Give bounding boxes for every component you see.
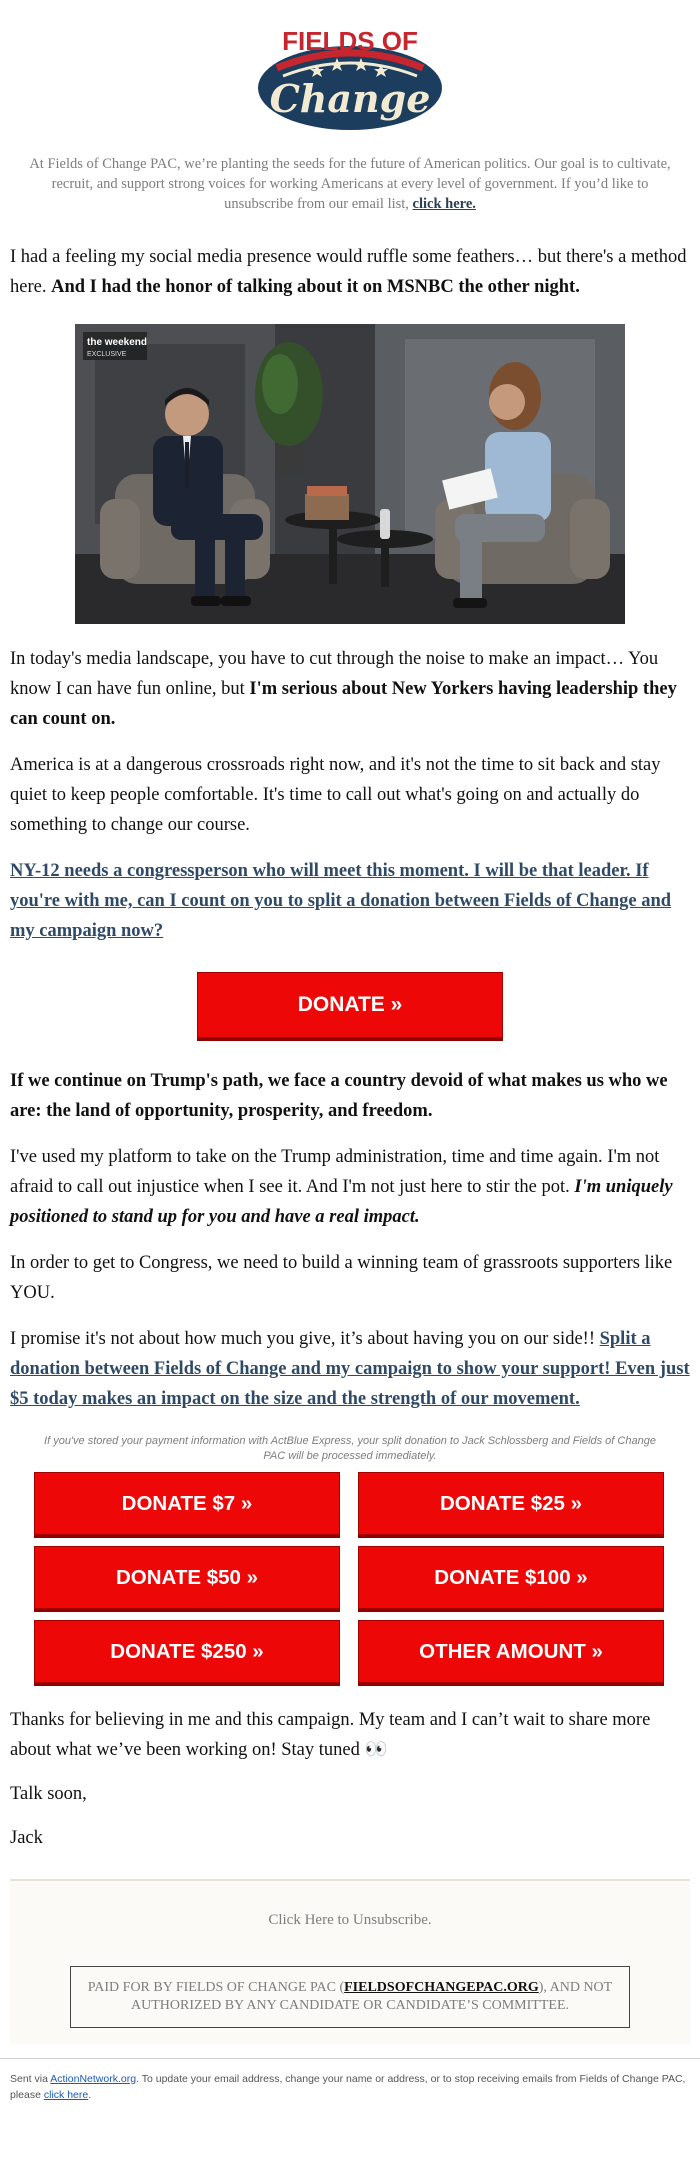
interview-video-thumbnail[interactable] xyxy=(75,324,625,624)
paragraph-8: I promise it's not about how much you give, it’s about having you on our side!! Split a donation between Fields of Change and my campaign to show your support! Even just $5 today makes an impact on the size and the strength of our movement. xyxy=(10,1329,690,1409)
split-donation-link[interactable]: NY-12 needs a congressperson who will meet this moment. I will be that leader. If you're with me, can I count on you to split a donation between Fields of Change and my campaign now? xyxy=(10,861,672,941)
donate-other-amount-button[interactable]: OTHER AMOUNT » xyxy=(358,1620,664,1683)
footer-unsubscribe-link[interactable]: Click Here to Unsubscribe. xyxy=(268,1912,432,1928)
footer xyxy=(10,1879,690,2044)
actblue-express-note: If you've stored your payment information with ActBlue Express, your split donation to Jack Schlossberg and Fields of Change PAC will be processed immediately. xyxy=(44,1435,656,1462)
manage-subscription-link[interactable]: click here xyxy=(43,2089,89,2101)
donate-amount-grid xyxy=(34,1472,666,1683)
split-support-link[interactable]: Split a donation between Fields of Change and my campaign to show your support! Even just $5 today makes an impact on the size and the strength of our movement. xyxy=(10,1329,690,1409)
paragraph-2: In today's media landscape, you have to cut through the noise to make an impact… You know I can have fun online, but I'm serious about New Yorkers having leadership they can count on. xyxy=(10,649,677,729)
intro-text: At Fields of Change PAC, we’re planting the seeds for the future of American politics. Our goal is to cultivate, recruit, and support strong voices for working Americans at every level of government. If you’d like to unsubscribe from our email list, click here. xyxy=(29,156,671,212)
paragraph-9: Thanks for believing in me and this campaign. My team and I can’t wait to share more about what we’ve been working on! Stay tuned 👀 xyxy=(10,1710,651,1760)
donate-25-button[interactable]: DONATE $25 » xyxy=(358,1472,664,1535)
paragraph-4 xyxy=(10,856,690,946)
donate-7-button[interactable]: DONATE $7 » xyxy=(34,1472,340,1535)
paragraph-6: I've used my platform to take on the Trump administration, time and time again. I'm not afraid to call out injustice when I see it. And I'm not just here to stir the pot. I'm uniquely positioned to stand up for you and have a real impact. xyxy=(10,1147,673,1227)
intro-unsubscribe-link[interactable]: click here. xyxy=(412,196,476,212)
paragraph-5: If we continue on Trump's path, we face a country devoid of what makes us who we are: the land of opportunity, prosperity, and freedom. xyxy=(10,1071,668,1121)
paragraph-7: In order to get to Congress, we need to build a winning team of grassroots supporters like YOU. xyxy=(10,1253,673,1303)
donate-250-button[interactable]: DONATE $250 » xyxy=(34,1620,340,1683)
signoff-name: Jack xyxy=(10,1828,43,1848)
donate-button[interactable]: DONATE » xyxy=(197,972,503,1038)
donate-50-button[interactable]: DONATE $50 » xyxy=(34,1546,340,1609)
video-badge-bottom: EXCLUSIVE xyxy=(87,351,127,358)
pac-website-link[interactable]: FIELDSOFCHANGEPAC.ORG xyxy=(344,1980,539,1995)
logo-area xyxy=(0,0,700,140)
logo-line2: Change xyxy=(269,76,431,121)
donate-100-button[interactable]: DONATE $100 » xyxy=(358,1546,664,1609)
email-body xyxy=(0,242,700,1853)
paragraph-3: America is at a dangerous crossroads right now, and it's not the time to sit back and stay quiet to keep people comfortable. It's time to call out what's going on and actually do something to change our course. xyxy=(10,755,661,835)
video-badge-top: the weekend xyxy=(87,337,148,348)
fields-of-change-logo xyxy=(255,20,445,132)
paid-for-disclaimer: PAID FOR BY FIELDS OF CHANGE PAC (FIELDSOFCHANGEPAC.ORG), AND NOT AUTHORIZED BY ANY CANDIDATE OR CANDIDATE’S COMMITTEE. xyxy=(70,1966,630,2028)
signoff-talk-soon: Talk soon, xyxy=(10,1784,87,1804)
actionnetwork-link[interactable]: ActionNetwork.org xyxy=(50,2073,137,2085)
paragraph-1: I had a feeling my social media presence would ruffle some feathers… but there's a method here. And I had the honor of talking about it on MSNBC the other night. xyxy=(10,247,687,297)
interview-scene xyxy=(75,324,625,624)
logo-line1: FIELDS OF xyxy=(282,26,418,56)
sent-via-footer: Sent via ActionNetwork.org. To update your email address, change your name or address, or to stop receiving emails from Fields of Change PAC, please click here. xyxy=(0,2058,700,2113)
